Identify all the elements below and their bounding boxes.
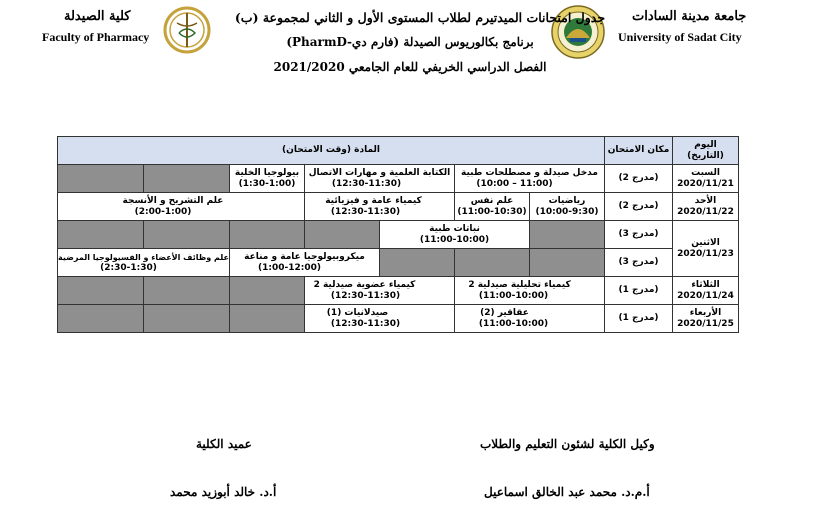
exam-subject: علم نفس [470,195,514,206]
empty-cell [230,221,305,249]
dean-name: أ.د. خالد أبوزيد محمد [170,485,277,499]
exam-subject: بيولوجيا الخلية [234,167,300,178]
exam-time: (12:30-11:30) [331,178,402,189]
exam-subject: كيمياء عضوية صيدلية 2 [313,279,416,290]
exam-time: (2:30-1:30) [100,262,157,273]
exam-subject: كيمياء عامة و فيزيائية [325,195,422,206]
exam-place: (مدرج 2) [605,193,673,221]
exam-subject: نباتات طبية [429,223,480,234]
header-place: مكان الامتحان [605,137,673,165]
table-row [58,277,739,305]
empty-cell [230,277,305,305]
empty-cell [230,305,305,333]
exam-cell [455,193,530,221]
exam-time: (12:30-11:30) [330,290,401,301]
empty-cell [58,305,144,333]
day-date: 2020/11/23 [677,248,734,259]
program-name: برنامج بكالوريوس الصيدلة (فارم دي-PharmD) [286,35,534,49]
exam-cell [58,249,230,277]
exam-cell [305,165,455,193]
header-day-label: اليوم [694,139,717,150]
exam-time: (2:00-1:00) [134,206,192,217]
table-row [58,165,739,193]
day-date: 2020/11/24 [677,290,734,301]
table-row [58,249,739,277]
exam-time: (11:00-10:00) [419,234,490,245]
university-name-arabic: جامعة مدينة السادات [632,9,747,24]
exam-subject: رياضيات [548,195,586,206]
day-name: الاثنين [691,237,720,248]
exam-day [673,221,739,277]
exam-day [673,305,739,333]
exam-place: (مدرج 3) [605,221,673,249]
faculty-logo [163,3,211,57]
empty-cell [144,165,230,193]
exam-cell [230,165,305,193]
exam-place: (مدرج 1) [605,305,673,333]
exam-place: (مدرج 3) [605,249,673,277]
empty-cell [305,221,380,249]
exam-day [673,193,739,221]
day-date: 2020/11/25 [677,318,734,329]
empty-cell [380,249,455,277]
exam-subject: علم وظائف الأعضاء و الفسيولوجيا المرضية [58,252,229,262]
faculty-name-arabic: كلية الصيدلة [64,9,131,24]
header-date-label: (التاريخ) [687,150,724,161]
exam-cell [230,249,380,277]
semester-label: الفصل الدراسي الخريفي للعام الجامعي 2021/2020 [273,60,547,74]
empty-cell [58,221,144,249]
empty-cell [530,221,605,249]
exam-time: (12:30-11:30) [330,206,401,217]
exam-cell [305,193,455,221]
empty-cell [144,305,230,333]
exam-cell [305,277,455,305]
exam-cell [455,305,605,333]
exam-cell [58,193,305,221]
table-row [58,305,739,333]
dean-title: عميد الكلية [196,437,252,451]
vice-dean-title: وكيل الكلية لشئون التعليم والطلاب [480,437,655,451]
exam-place: (مدرج 2) [605,165,673,193]
exam-subject: ميكروبيولوجيا عامة و مناعة [244,251,365,262]
exam-time: (11:00-10:00) [478,290,549,301]
exam-schedule-table [57,136,739,333]
exam-subject: علم التشريح و الأنسجة [122,195,224,206]
header-subject: المادة (وقت الامتحان) [58,137,605,165]
day-name: الأربعاء [689,307,722,318]
table-row [58,221,739,249]
exam-place: (مدرج 1) [605,277,673,305]
day-name: السبت [691,167,720,178]
exam-time: (11:00-10:00) [478,318,549,329]
empty-cell [144,277,230,305]
table-header-row [58,137,739,165]
empty-cell [455,249,530,277]
exam-time: (1:30-1:00) [238,178,296,189]
day-date: 2020/11/22 [677,206,734,217]
vice-dean-name: أ.م.د. محمد عبد الخالق اسماعيل [484,485,650,499]
exam-cell [455,277,605,305]
exam-cell [305,305,455,333]
exam-cell [455,165,605,193]
exam-day [673,165,739,193]
header-day [673,137,739,165]
empty-cell [58,165,144,193]
exam-subject: الكتابة العلمية و مهارات الاتصال [308,167,451,178]
exam-time: (12:30-11:30) [330,318,401,329]
day-date: 2020/11/21 [677,178,734,189]
table-row [58,193,739,221]
exam-time: (11:00 – 10:00) [476,178,553,189]
empty-cell [58,277,144,305]
exam-subject: صيدلانيات (1) [326,307,389,318]
exam-time: (11:00-10:30) [457,206,527,217]
day-name: الثلاثاء [691,279,720,290]
empty-cell [144,221,230,249]
day-name: الأحد [694,195,717,206]
exam-subject: كيمياء تحليلية صيدلية 2 [468,279,571,290]
exam-time: (10:00-9:30) [535,206,599,217]
exam-subject: عقاقير (2) [480,307,529,318]
schedule-title: جدول امتحانات الميدتيرم لطلاب المستوى الأول و الثاني لمجموعة (ب) [234,10,606,25]
exam-day [673,277,739,305]
exam-time: (1:00-12:00) [257,262,322,273]
empty-cell [530,249,605,277]
exam-cell [530,193,605,221]
faculty-name-english: Faculty of Pharmacy [42,30,150,44]
exam-cell [380,221,530,249]
exam-subject: مدخل صيدلة و مصطلحات طبية [461,167,598,178]
university-name-english: University of Sadat City [618,30,742,44]
